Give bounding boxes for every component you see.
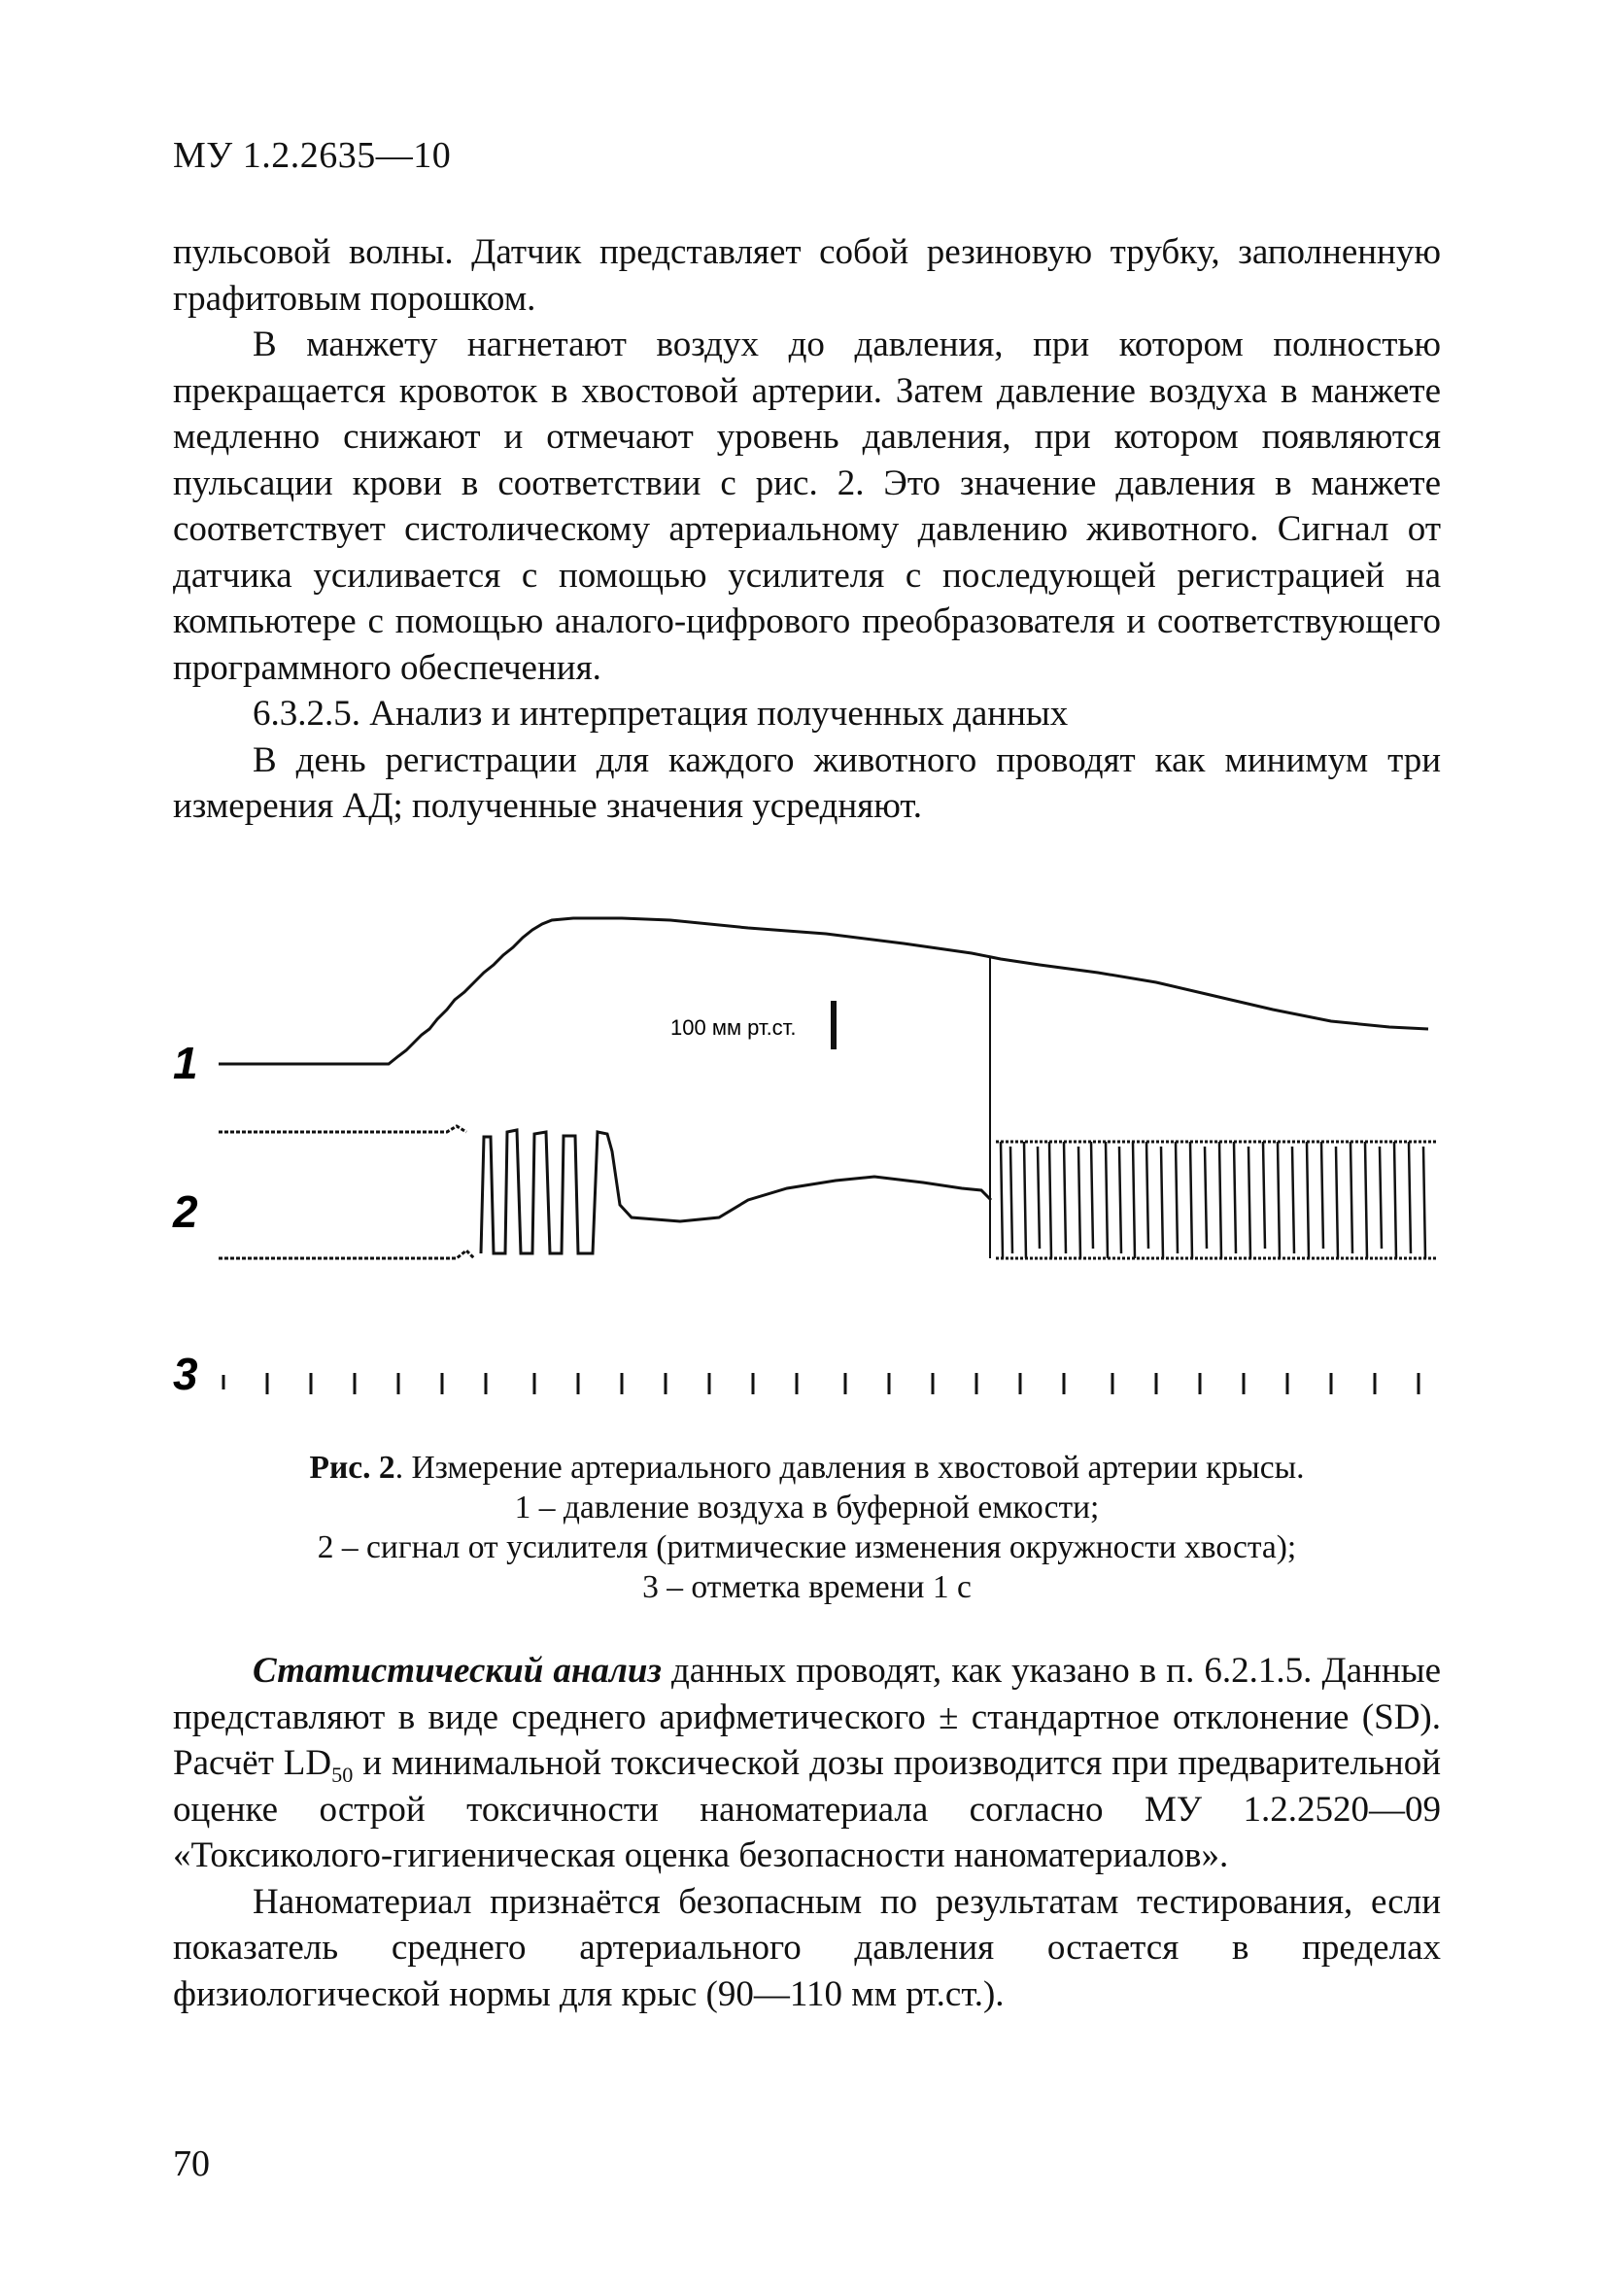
figure-caption: [173, 1448, 1441, 1607]
trace-3-time-marks: [223, 1373, 1419, 1394]
blood-pressure-figure: [165, 908, 1448, 1423]
body-text-lower: [173, 1648, 1441, 2017]
paragraph-pulse-sensor: пульсовой волны. Датчик представляет собой резиновую трубку, заполненную графитовым порошком.: [173, 232, 1441, 319]
statistics-heading: Статистический анализ: [253, 1651, 662, 1691]
trace-label-3: 3: [173, 1349, 198, 1399]
section-heading-analysis: 6.3.2.5. Анализ и интерпретация полученных данных: [253, 694, 1069, 734]
trace-2-amplifier-signal: [219, 1126, 1438, 1258]
caption-title-line: [173, 1448, 1441, 1488]
caption-line-3: 3 – отметка времени 1 с: [642, 1569, 972, 1605]
paragraph-safety-criterion: Наноматериал признаётся безопасным по результатам тестирования, если показатель среднего артериального давления остается в пределах физиологической нормы для крыс (90—110 мм рт.ст.).: [173, 1881, 1441, 2014]
caption-line-2: 2 – сигнал от усилителя (ритмические изменения окружности хвоста);: [317, 1529, 1297, 1565]
paragraph-measurements: В день регистрации для каждого животного проводят как минимум три измерения АД; полученные значения усредняют.: [173, 739, 1441, 826]
scale-bar: [831, 1001, 837, 1049]
body-text-upper: [173, 229, 1441, 830]
trace-label-2: 2: [173, 1186, 198, 1237]
document-code-header: МУ 1.2.2635—10: [173, 135, 452, 176]
figure-label: Рис. 2: [309, 1450, 395, 1486]
caption-title: . Измерение артериального давления в хвостовой артерии крысы.: [394, 1450, 1305, 1486]
caption-line-1: 1 – давление воздуха в буферной емкости;: [514, 1490, 1100, 1525]
paragraph-cuff-method: В манжету нагнетают воздух до давления, при котором полностью прекращается кровоток в хвостовой артерии. Затем давление воздуха в манжете медленно снижают и отмечают уровень давления, при котором появляются пульсации крови в соответствии с рис. 2. Это значение давления в манжете соответствует систолическому артериальному давлению животного. Сигнал от датчика усиливается с помощью усилителя с последующей регистрацией на компьютере с помощью аналого-цифрового преобразователя и соответствующего программного обеспечения.: [173, 325, 1441, 688]
recording-traces-svg: [165, 908, 1448, 1423]
trace-1-cuff-pressure: [219, 918, 1428, 1064]
trace-label-1: 1: [173, 1038, 198, 1088]
paragraph-statistics: Статистический анализ данных проводят, как указано в п. 6.2.1.5. Данные представляют в виде среднего арифметического ± стандартное отклонение (SD). Расчёт $LD_{50}$ и минимальной токсической дозы производится при предварительной оценке острой токсичности наноматериала согласно МУ 1.2.2520—09 «Токсиколого-гигиеническая оценка безопасности наноматериалов».: [173, 1651, 1442, 1875]
scale-bar-label: 100 мм рт.ст.: [670, 1015, 797, 1040]
page-number: 70: [173, 2143, 210, 2184]
